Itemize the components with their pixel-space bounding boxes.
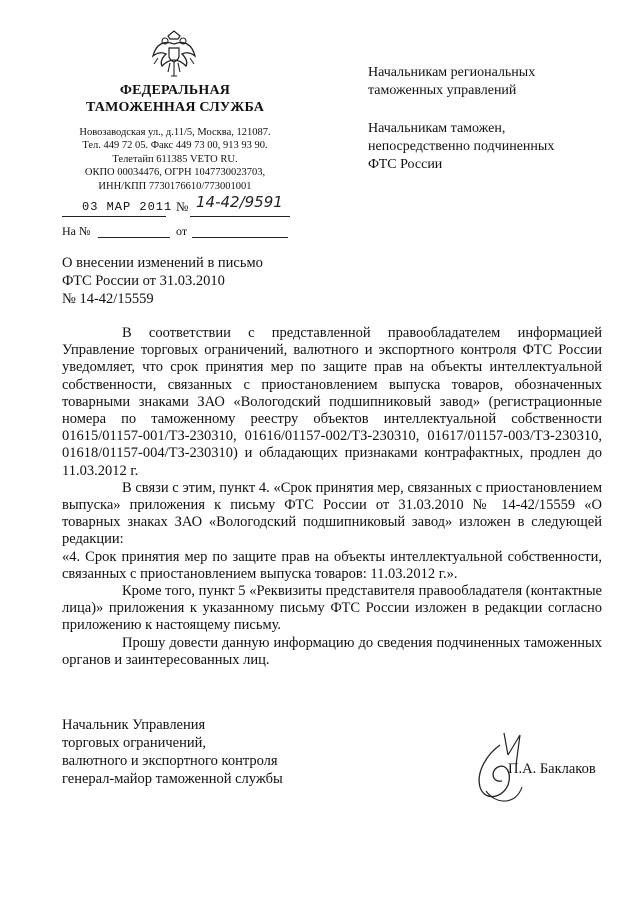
signatory-title-line-1: Начальник Управления [62,717,206,733]
letter-subject [62,254,312,308]
phone-fax: Тел. 449 72 05. Факс 449 73 00, 913 93 90. [82,140,268,152]
signatory-name: П.А. Баклаков [508,761,596,777]
recipient-2-line-2: непосредственно подчиненных [368,139,555,154]
recipient-block-2 [368,120,554,174]
body-paragraph-4: Кроме того, пункт 5 «Реквизиты представителя правообладателя (контактные лица)» приложения к указанному письму ФТС России изложен в редакции согласно приложению к настоящему письму. [62,583,602,634]
signatory-title [62,716,322,788]
body-paragraph-1: В соответствии с представленной правообладателем информацией Управление торговых ограничений, валютного и экспортного контроля ФТС России уведомляет, что срок принятия мер по защите прав на объекты интеллектуальной собственности, связанных с приостановлением выпуска товаров, обозначенных товарными знаками ЗАО «Вологодский подшипниковый завод» (регистрационные номера по таможенному реестру объектов интеллектуальной собственности 01615/01157-001/ТЗ-230310, 01616/01157-002/ТЗ-230310, 01617/01157-003/ТЗ-230310, 01618/01157-004/ТЗ-230310) и обладающих признаками контрафактных, продлен до 11.03.2012 г. [62,325,602,479]
recipient-1-line-1: Начальникам региональных [368,65,536,80]
coat-of-arms-emblem [150,30,198,80]
recipient-2-line-3: ФТС России [368,157,443,172]
date-underline [62,216,166,217]
reference-date-blank [192,237,288,238]
body-paragraph-5: Прошу довести данную информацию до сведения подчиненных таможенных органов и заинтересованных лиц. [62,634,602,668]
teletype: Телетайп 611385 VETO RU. [112,153,238,165]
organization-name [75,82,275,116]
signatory-title-line-3: валютного и экспортного контроля [62,753,278,769]
address: Новозаводская ул., д.11/5, Москва, 121087. [79,127,271,138]
okpo-ogrn: ОКПО 00034476, ОГРН 1047730023703, [84,167,266,179]
inn-kpp: ИНН/КПП 7730176610/773001001 [98,180,252,192]
registration-date: 03 МАР 2011 [82,200,173,214]
signatory-title-line-2: торговых ограничений, [62,735,206,751]
registration-number-label: № [176,199,189,214]
reference-number-label: На № [62,224,91,238]
subject-line-3: № 14-42/15559 [62,291,154,307]
body-paragraph-2: В связи с этим, пункт 4. «Срок принятия мер, связанных с приостановлением выпуска» приложения к письму ФТС России от 31.03.2010 № 14-42/15559 «О товарных знаках ЗАО «Вологодский подшипниковый завод» изложен в следующей редакции: [62,479,602,548]
reference-number-blank [98,237,170,238]
org-line-2: ТАМОЖЕННАЯ СЛУЖБА [85,100,265,115]
recipient-1-line-2: таможенных управлений [368,83,517,98]
body-paragraph-3: «4. Срок принятия мер по защите прав на объекты интеллектуальной собственности, связанных с приостановлением выпуска товаров: 11.03.2012 г.». [62,548,602,582]
reference-date-label: от [176,224,188,238]
number-underline [190,216,290,217]
letter-body [62,325,602,669]
registration-number: 14-42/9591 [196,193,283,211]
recipient-block-1 [368,64,535,100]
subject-line-2: ФТС России от 31.03.2010 [62,273,225,289]
organization-contacts [62,126,288,193]
subject-line-1: О внесении изменений в письмо [62,255,263,271]
signatory-title-line-4: генерал-майор таможенной службы [62,771,283,787]
org-line-1: ФЕДЕРАЛЬНАЯ [119,83,231,98]
recipient-2-line-1: Начальникам таможен, [368,121,506,136]
